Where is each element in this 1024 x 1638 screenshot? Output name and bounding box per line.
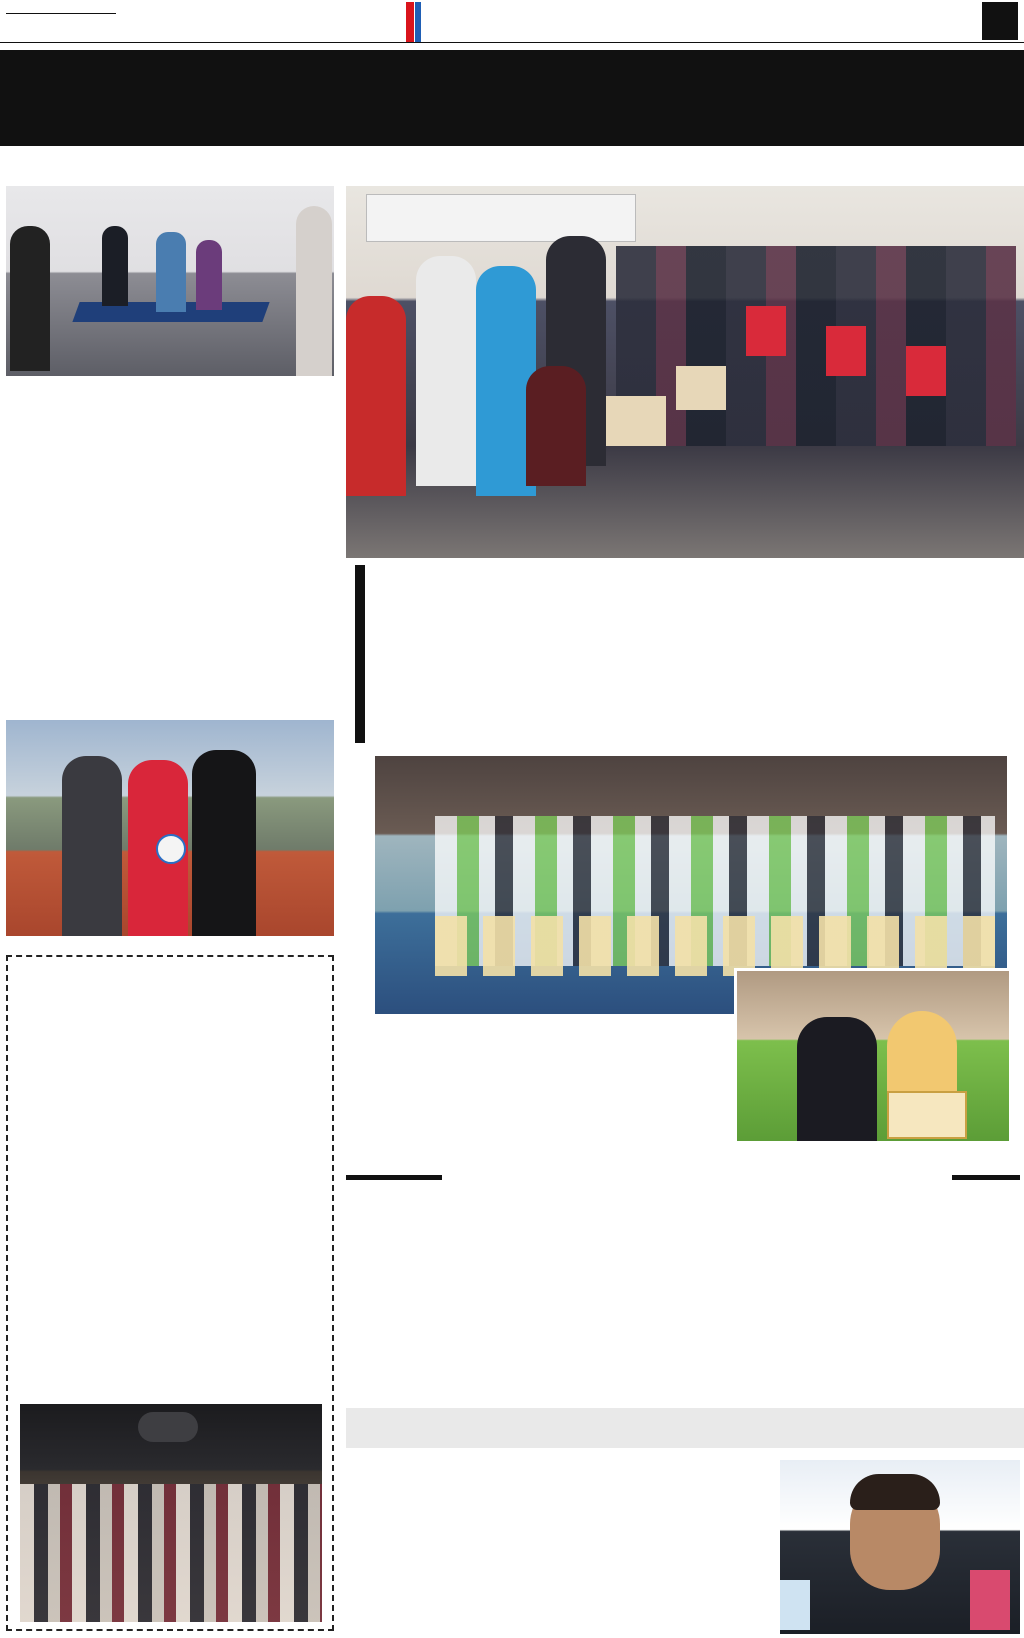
chess-photo <box>20 1404 322 1622</box>
lead-photo-group <box>346 186 1024 558</box>
cert-intro <box>392 1022 732 1154</box>
lead-photo-volleyball <box>6 720 334 936</box>
chess-body <box>20 1208 322 1388</box>
cert-col3 <box>808 1212 1020 1392</box>
header-date-rule <box>6 13 116 14</box>
lead-headline-bar <box>0 50 1024 146</box>
cert-col1 <box>360 1212 572 1392</box>
cert-subhead-rule-right <box>952 1175 1020 1180</box>
header-rule <box>0 42 1024 43</box>
gaziantepspor-col1 <box>354 1456 556 1634</box>
logo-blue-bar <box>415 2 421 42</box>
logo-red-bar <box>406 2 414 42</box>
cert-subhead-rule-left <box>346 1175 442 1180</box>
gaziantepspor-photo <box>780 1460 1020 1634</box>
unwomen-banner <box>366 194 636 242</box>
newspaper-logo <box>406 2 602 42</box>
gaziantepspor-headline-band <box>346 1408 1024 1448</box>
cert-headline-bar <box>355 565 365 743</box>
gaziantepspor-col2 <box>568 1456 772 1634</box>
cert-col2 <box>590 1212 802 1392</box>
page-number-box <box>982 2 1018 40</box>
cert-photo-mayor <box>734 968 1012 1144</box>
lead-photo-table-tennis <box>6 186 334 376</box>
lead-body <box>14 385 330 713</box>
volleyball <box>156 834 186 864</box>
